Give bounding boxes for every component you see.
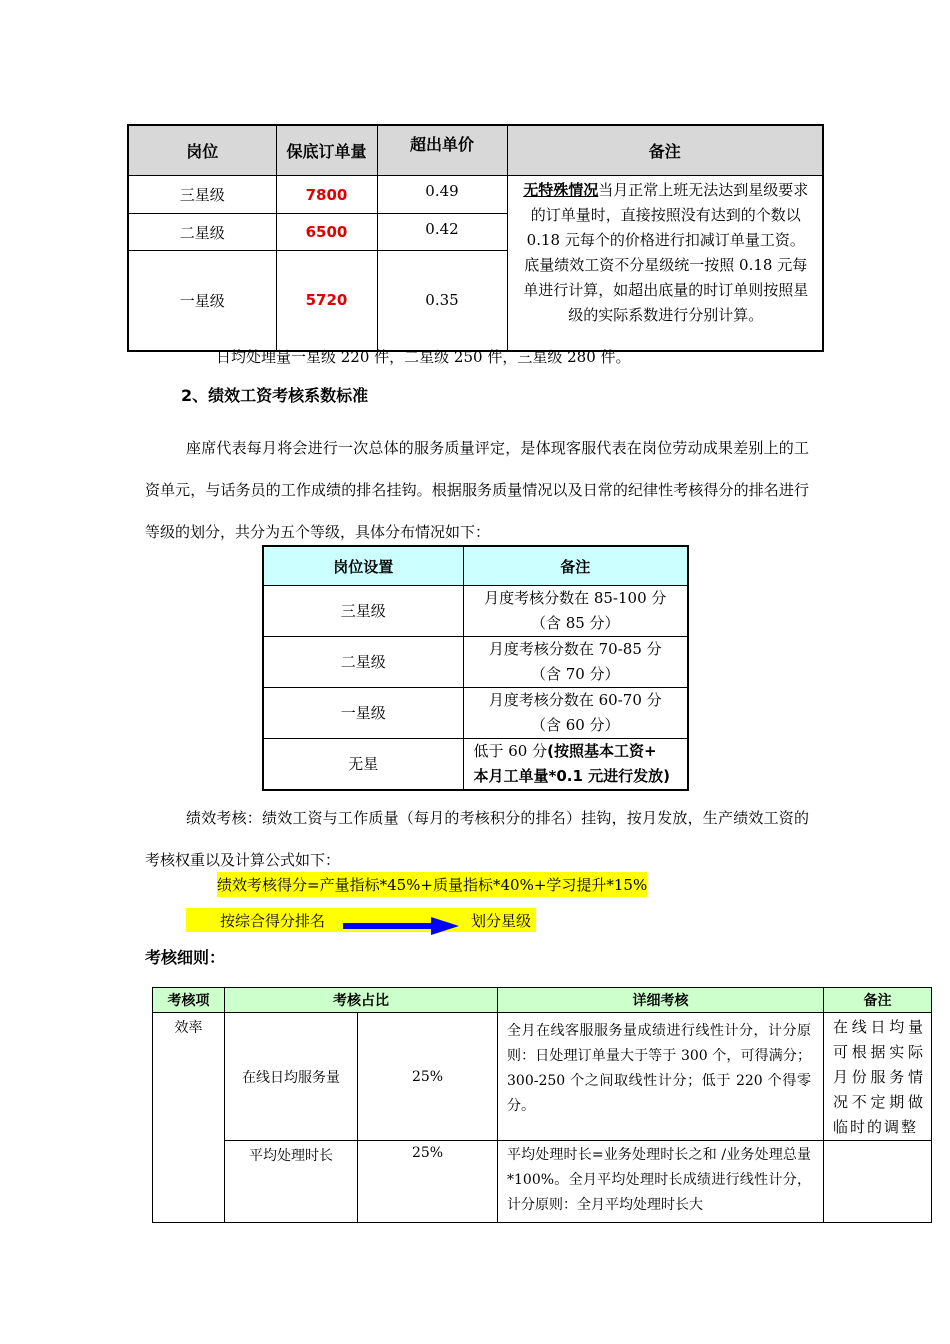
note-cell [463,739,688,791]
note-line: （含 60 分） [530,716,620,734]
level-cell: 一星级 [128,251,276,351]
price-cell: 0.42 [377,214,507,251]
detail-table-header [153,988,932,1013]
grade-table [262,545,689,791]
header-excess-price: 超出单价 [377,125,507,176]
level-cell: 无星 [263,739,463,791]
table-row [263,688,688,739]
formula-highlight: 绩效考核得分=产量指标*45%+质量指标*40%+学习提升*15% [217,872,647,897]
note-line: 月度考核分数在 60-70 分 [488,691,662,709]
detail-cell: 全月在线客服服务量成绩进行线性计分，计分原则：日处理订单量大于等于 300 个，可得满分；300-250 个之间取线性计分；低于 220 个得零分。 [498,1013,824,1141]
level-cell: 二星级 [263,637,463,688]
ratio-cell: 25% [358,1013,498,1141]
section-paragraph: 座席代表每月将会进行一次总体的服务质量评定，是体现客服代表在岗位劳动成果差别上的工资单元，与话务员的工作成绩的排名挂钩。根据服务质量情况以及日常的纪律性考核得分的排名进行等级的划分，共分为五个等级，具体分布情况如下： [145,439,809,541]
level-cell: 一星级 [263,688,463,739]
note-line: （含 70 分） [530,665,620,683]
section-title: 2、绩效工资考核系数标准 [181,386,369,405]
remark-cell: 在线日均量可根据实际月份服务情况不定期做临时的调整 [824,1013,932,1141]
item-cell: 平均处理时长 [225,1141,358,1223]
group-cell: 效率 [153,1013,225,1223]
base-orders-cell: 5720 [276,251,377,351]
remark-cell [507,176,823,351]
assessment-detail-table [152,987,932,1223]
performance-paragraph: 绩效考核：绩效工资与工作质量（每月的考核积分的排名）挂钩，按月发放，生产绩效工资的考核权重以及计算公式如下： [145,809,809,869]
table-row [263,739,688,791]
header-remark: 备注 [463,546,688,586]
table-row [263,637,688,688]
note-line: （含 85 分） [530,614,620,632]
quota-table-header [128,125,823,176]
table-row [263,586,688,637]
remark-text: 当月正常上班无法达到星级要求的订单量时，直接按照没有达到的个数以 0.18 元每个的价格进行扣减订单量工资。底量绩效工资不分星级统一按照 0.18 元每单进行计算，如超出底量的时订单则按照星级的实际系数进行分别计算。 [523,181,809,324]
arrow-right-icon [343,917,463,937]
level-cell: 二星级 [128,214,276,251]
header-item: 考核项 [153,988,225,1013]
note-cell [463,637,688,688]
grade-table-header [263,546,688,586]
item-cell: 在线日均服务量 [225,1013,358,1141]
header-remark: 备注 [824,988,932,1013]
detail-cell: 平均处理时长=业务处理时长之和 /业务处理总量*100%。全月平均处理时长成绩进行线性计分，计分原则：全月平均处理时长大 [498,1141,824,1223]
base-orders-cell: 7800 [276,176,377,214]
header-detail: 详细考核 [498,988,824,1013]
remark-bold: 无特殊情况 [523,181,599,199]
price-cell: 0.49 [377,176,507,214]
daily-volume-line: 日均处理量一星级 220 件，二星级 250 件，三星级 280 件。 [216,348,631,366]
header-base-orders: 保底订单量 [276,125,377,176]
note-bold: (按照基本工资+ [547,742,657,760]
header-ratio: 考核占比 [225,988,498,1013]
quota-table [127,124,824,352]
note-line: 月度考核分数在 85-100 分 [484,589,667,607]
rank-left-label: 按综合得分排名 [220,912,326,930]
note-cell [463,586,688,637]
note-cell [463,688,688,739]
table-row [128,176,823,214]
level-cell: 三星级 [128,176,276,214]
header-post-setting: 岗位设置 [263,546,463,586]
note-bold: 本月工单量*0.1 元进行发放) [473,767,670,785]
note-line: 低于 60 分 [473,742,548,760]
rank-right-label: 划分星级 [471,912,532,930]
header-remark: 备注 [507,125,823,176]
ratio-cell: 25% [358,1141,498,1223]
level-cell: 三星级 [263,586,463,637]
table-row [153,1141,932,1223]
base-orders-cell: 6500 [276,214,377,251]
note-line: 月度考核分数在 70-85 分 [488,640,662,658]
price-cell: 0.35 [377,251,507,351]
header-post: 岗位 [128,125,276,176]
remark-cell [824,1141,932,1223]
details-title: 考核细则： [145,948,226,967]
table-row [153,1013,932,1141]
